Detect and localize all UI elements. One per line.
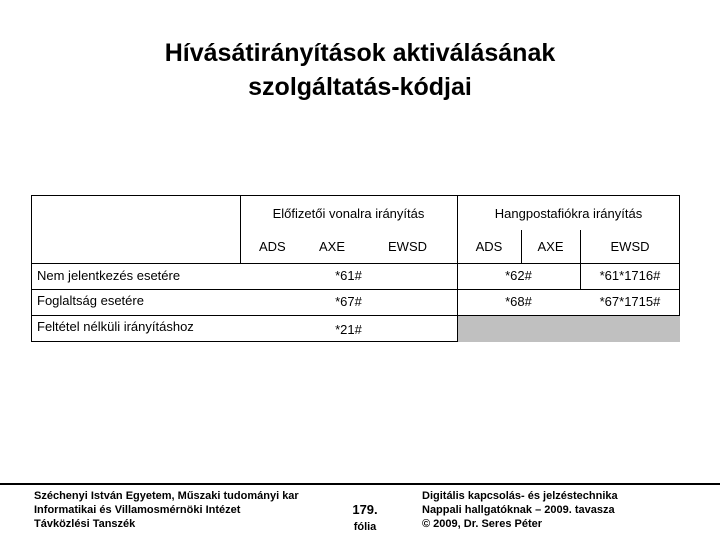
code-mailbox-ewsd: *61*1716# <box>599 268 661 283</box>
sub-header-ads: ADS <box>259 239 286 254</box>
code-mailbox-ewsd: *67*1715# <box>599 294 661 309</box>
row-label: Nem jelentkezés esetére <box>37 268 181 283</box>
sub-header-axe: AXE <box>537 239 564 254</box>
code-mailbox-ads-axe: *62# <box>505 268 532 283</box>
footer-divider <box>0 483 720 485</box>
group-header-mailbox: Hangpostafiókra irányítás <box>494 206 643 221</box>
footer-course-title: Digitális kapcsolás- és jelzéstechnika <box>422 490 618 502</box>
code-subscriber: *67# <box>335 294 362 309</box>
code-subscriber: *21# <box>335 322 362 337</box>
sub-header-ads: ADS <box>475 239 503 254</box>
sub-header-axe: AXE <box>319 239 346 254</box>
slide-title <box>0 36 720 104</box>
service-code-table <box>31 195 680 342</box>
footer-audience: Nappali hallgatóknak – 2009. tavasza <box>422 504 615 516</box>
title-line-2: szolgáltatás-kódjai <box>248 73 472 101</box>
page-number: 179. <box>352 502 378 517</box>
footer-department: Távközlési Tanszék <box>34 518 136 530</box>
row-label: Feltétel nélküli irányításhoz <box>37 319 194 334</box>
group-header-subscriber: Előfizetői vonalra irányítás <box>272 206 425 221</box>
footer-institution <box>34 489 299 531</box>
sub-header-ewsd: EWSD <box>610 239 650 254</box>
footer-institute: Informatikai és Villamosmérnöki Intézet <box>34 504 241 516</box>
footer-course <box>422 489 618 531</box>
sub-header-ewsd: EWSD <box>388 239 427 254</box>
row-divider <box>32 263 680 264</box>
row-divider <box>32 315 680 316</box>
code-subscriber: *61# <box>335 268 362 283</box>
empty-shaded-cell <box>457 315 680 342</box>
footer-copyright: © 2009, Dr. Seres Péter <box>422 518 543 530</box>
footer-university: Széchenyi István Egyetem, Műszaki tudományi kar <box>34 490 299 502</box>
code-mailbox-ads-axe: *68# <box>505 294 532 309</box>
title-line-1: Hívásátirányítások aktiválásának <box>164 39 556 67</box>
page-label: fólia <box>353 521 377 533</box>
row-label: Foglaltság esetére <box>37 293 144 308</box>
row-divider <box>32 289 680 290</box>
